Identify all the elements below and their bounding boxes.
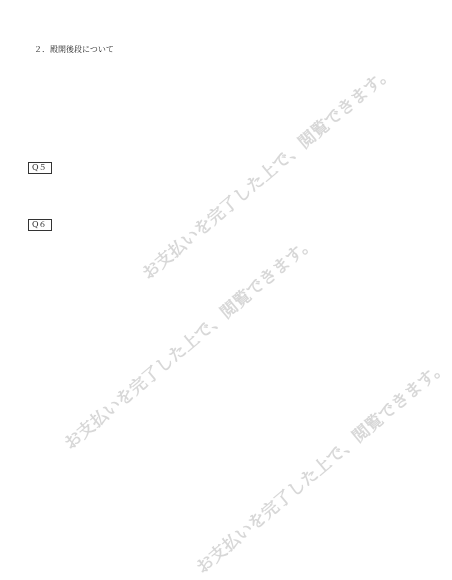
question-body-q6 bbox=[28, 235, 382, 535]
paragraph-2 bbox=[28, 106, 382, 150]
payment-watermark: お支払いを完了した上で、閲覧できます。 bbox=[60, 232, 320, 455]
payment-watermark: お支払いを完了した上で、閲覧できます。 bbox=[138, 62, 398, 285]
payment-watermark: お支払いを完了した上で、閲覧できます。 bbox=[192, 356, 452, 579]
question-body-q5 bbox=[28, 178, 382, 211]
paragraph-1 bbox=[28, 58, 382, 102]
question-label-q6: Q６ bbox=[28, 219, 52, 231]
question-label-q5: Q５ bbox=[28, 162, 52, 174]
section-heading: ２．殿開後段について bbox=[34, 45, 114, 54]
